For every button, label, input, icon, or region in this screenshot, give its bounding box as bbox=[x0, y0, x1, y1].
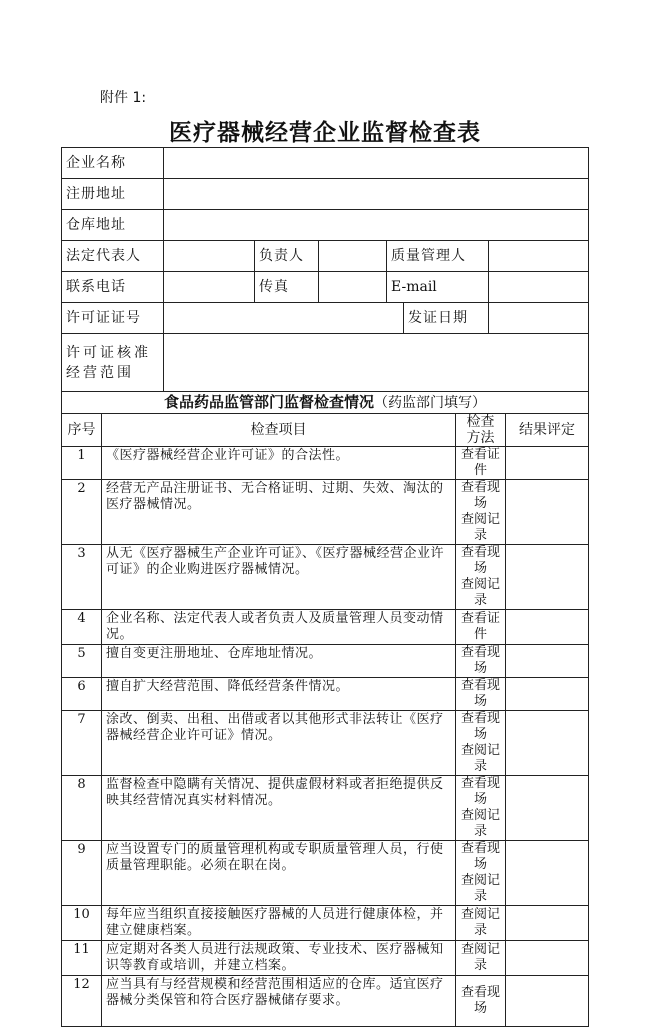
check-method: 查看现场 bbox=[456, 645, 506, 678]
check-method: 查看现场 查阅记录 bbox=[456, 776, 506, 841]
warehouse-address-label: 仓库地址 bbox=[62, 210, 164, 241]
check-method: 查阅记录 bbox=[456, 941, 506, 976]
result-cell[interactable] bbox=[506, 941, 589, 976]
row-number: 7 bbox=[62, 711, 102, 776]
table-row bbox=[62, 976, 589, 1027]
registered-address-field[interactable] bbox=[164, 179, 589, 210]
quality-manager-label: 质量管理人 bbox=[387, 241, 489, 272]
check-item: 《医疗器械经营企业许可证》的合法性。 bbox=[102, 447, 456, 480]
header-no: 序号 bbox=[62, 414, 102, 447]
person-in-charge-field[interactable] bbox=[319, 241, 387, 272]
check-method: 查看现场 查阅记录 bbox=[456, 545, 506, 610]
check-item: 每年应当组织直接接触医疗器械的人员进行健康体检，并建立健康档案。 bbox=[102, 906, 456, 941]
check-item: 擅自扩大经营范围、降低经营条件情况。 bbox=[102, 678, 456, 711]
inspection-table bbox=[61, 147, 589, 1027]
check-method: 查看现场 查阅记录 bbox=[456, 480, 506, 545]
section-title-text: 食品药品监管部门监督检查情况 bbox=[163, 393, 374, 411]
row-contact bbox=[62, 272, 589, 303]
result-cell[interactable] bbox=[506, 711, 589, 776]
section-row bbox=[62, 392, 589, 414]
warehouse-address-field[interactable] bbox=[164, 210, 589, 241]
check-item: 从无《医疗器械生产企业许可证》、《医疗器械经营企业许可证》的企业购进医疗器械情况。 bbox=[102, 545, 456, 610]
fax-label: 传真 bbox=[255, 272, 319, 303]
result-cell[interactable] bbox=[506, 906, 589, 941]
row-number: 11 bbox=[62, 941, 102, 976]
table-row bbox=[62, 941, 589, 976]
inspection-rows bbox=[62, 447, 589, 1027]
row-number: 2 bbox=[62, 480, 102, 545]
table-row bbox=[62, 480, 589, 545]
enterprise-name-label: 企业名称 bbox=[62, 148, 164, 179]
row-license bbox=[62, 303, 589, 334]
check-item: 经营无产品注册证书、无合格证明、过期、失效、淘汰的医疗器械情况。 bbox=[102, 480, 456, 545]
legal-rep-label: 法定代表人 bbox=[62, 241, 164, 272]
email-field[interactable] bbox=[489, 272, 589, 303]
table-row bbox=[62, 447, 589, 480]
fax-field[interactable] bbox=[319, 272, 387, 303]
issue-date-field[interactable] bbox=[489, 303, 589, 334]
result-cell[interactable] bbox=[506, 447, 589, 480]
check-item: 监督检查中隐瞒有关情况、提供虚假材料或者拒绝提供反映其经营情况真实材料情况。 bbox=[102, 776, 456, 841]
result-cell[interactable] bbox=[506, 976, 589, 1027]
row-number: 6 bbox=[62, 678, 102, 711]
check-method: 查阅记录 bbox=[456, 906, 506, 941]
table-row bbox=[62, 545, 589, 610]
check-method: 查看证件 bbox=[456, 610, 506, 645]
row-enterprise-name bbox=[62, 148, 589, 179]
check-item: 擅自变更注册地址、仓库地址情况。 bbox=[102, 645, 456, 678]
row-people bbox=[62, 241, 589, 272]
license-no-field[interactable] bbox=[164, 303, 404, 334]
table-row bbox=[62, 711, 589, 776]
table-row bbox=[62, 776, 589, 841]
issue-date-label: 发证日期 bbox=[404, 303, 489, 334]
result-cell[interactable] bbox=[506, 678, 589, 711]
check-method: 查看现场 bbox=[456, 678, 506, 711]
check-item: 应定期对各类人员进行法规政策、专业技术、医疗器械知识等教育或培训，并建立档案。 bbox=[102, 941, 456, 976]
header-row bbox=[62, 414, 589, 447]
license-scope-field[interactable] bbox=[164, 334, 589, 392]
result-cell[interactable] bbox=[506, 480, 589, 545]
check-item: 应当具有与经营规模和经营范围相适应的仓库。适宜医疗器械分类保管和符合医疗器械储存要求。 bbox=[102, 976, 456, 1027]
registered-address-label: 注册地址 bbox=[62, 179, 164, 210]
result-cell[interactable] bbox=[506, 776, 589, 841]
email-label: E-mail bbox=[387, 272, 489, 303]
check-item: 涂改、倒卖、出租、出借或者以其他形式非法转让《医疗器械经营企业许可证》情况。 bbox=[102, 711, 456, 776]
header-result: 结果评定 bbox=[506, 414, 589, 447]
row-number: 4 bbox=[62, 610, 102, 645]
phone-field[interactable] bbox=[164, 272, 255, 303]
check-method: 查看现场 查阅记录 bbox=[456, 711, 506, 776]
header-item: 检查项目 bbox=[102, 414, 456, 447]
table-row bbox=[62, 841, 589, 906]
legal-rep-field[interactable] bbox=[164, 241, 255, 272]
header-method: 检查方法 bbox=[456, 414, 506, 447]
license-scope-label: 许可证核准经营范围 bbox=[62, 334, 164, 392]
row-number: 3 bbox=[62, 545, 102, 610]
attachment-label: 附件 1: bbox=[100, 90, 147, 106]
row-warehouse-address bbox=[62, 210, 589, 241]
result-cell[interactable] bbox=[506, 645, 589, 678]
check-method: 查看现场 查阅记录 bbox=[456, 841, 506, 906]
phone-label: 联系电话 bbox=[62, 272, 164, 303]
enterprise-name-field[interactable] bbox=[164, 148, 589, 179]
check-item: 应当设置专门的质量管理机构或专职质量管理人员，行使质量管理职能。必须在职在岗。 bbox=[102, 841, 456, 906]
row-number: 5 bbox=[62, 645, 102, 678]
row-license-scope bbox=[62, 334, 589, 392]
row-registered-address bbox=[62, 179, 589, 210]
page-title: 医疗器械经营企业监督检查表 bbox=[169, 120, 481, 146]
row-number: 9 bbox=[62, 841, 102, 906]
row-number: 12 bbox=[62, 976, 102, 1027]
row-number: 1 bbox=[62, 447, 102, 480]
result-cell[interactable] bbox=[506, 841, 589, 906]
section-note: （药监部门填写） bbox=[374, 395, 486, 411]
quality-manager-field[interactable] bbox=[489, 241, 589, 272]
license-no-label: 许可证证号 bbox=[62, 303, 164, 334]
table-row bbox=[62, 906, 589, 941]
section-title bbox=[62, 392, 589, 414]
person-in-charge-label: 负责人 bbox=[255, 241, 319, 272]
row-number: 10 bbox=[62, 906, 102, 941]
table-row bbox=[62, 610, 589, 645]
row-number: 8 bbox=[62, 776, 102, 841]
check-method: 查看现场 bbox=[456, 976, 506, 1027]
result-cell[interactable] bbox=[506, 610, 589, 645]
table-row bbox=[62, 645, 589, 678]
result-cell[interactable] bbox=[506, 545, 589, 610]
table-row bbox=[62, 678, 589, 711]
check-item: 企业名称、法定代表人或者负责人及质量管理人员变动情况。 bbox=[102, 610, 456, 645]
check-method: 查看证件 bbox=[456, 447, 506, 480]
